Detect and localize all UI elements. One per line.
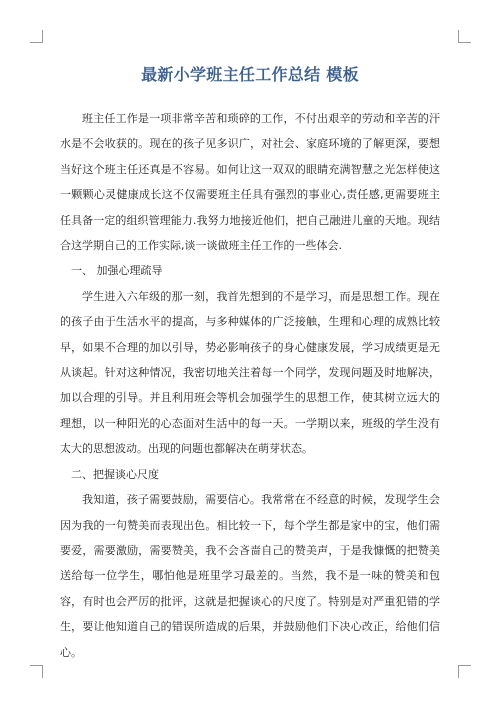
document-title: 最新小学班主任工作总结 模板 — [141, 65, 359, 84]
crop-mark-top-right — [458, 30, 471, 43]
section-1-paragraph: 学生进入六年级的那一刻，我首先想到的不是学习，而是思想工作。现在的孩子由于生活水平的提高，与多种媒体的广泛接触，生理和心理的成熟比较早，如果不合理的加以引导，势必影响孩子的身心健康发展，学习成绩更是无从谈起。针对这种情况，我密切地关注着每一个同学，发现问题及时地解决，加以合理的引导。并且利用班会等机会加强学生的思想工作，使其树立远大的理想，以一种阳光的心态面对生活中的每一天。一学期以来，班级的学生没有太大的思想波动。出现的问题也都解决在萌芽状态。 — [60, 289, 440, 456]
crop-mark-top-left — [30, 30, 43, 43]
crop-mark-bottom-left — [30, 665, 43, 678]
section-2-heading: 二、把握谈心尺度 — [71, 467, 159, 481]
section-2-paragraph: 我知道，孩子需要鼓励，需要信心。我常常在不经意的时候，发现学生会因为我的一句赞美而表现出色。相比较一下，每个学生都是家中的宝，他们需要爱，需要激励，需要赞美，我不会吝啬自己的赞美声，于是我慷慨的把赞美送给每一位学生，哪怕他是班里学习最差的。当然，我不是一味的赞美和包容，有时也会严厉的批评，这就是把握谈心的尺度了。特别是对严重犯错的学生，要让他知道自己的错误所造成的后果，并鼓励他们下决心改正，给他们信心。 — [60, 493, 440, 659]
section-1-heading: 一、 加强心理疏导 — [71, 264, 163, 278]
intro-paragraph: 班主任工作是一项非常辛苦和琐碎的工作，不付出艰辛的劳动和辛苦的汗水是不会收获的。现在的孩子见多识广，对社会、家庭环境的了解更深，要想当好这个班主任还真是不容易。如何让这一双双的眼睛充满智慧之光怎样使这一颗颗心灵健康成长这不仅需要班主任具有强烈的事业心,责任感,更需要班主任具备一定的组织管理能力.我努力地接近他们，把自己融进儿童的天地。现结合这学期自己的工作实际,谈一谈做班主任工作的一些体会. — [60, 112, 440, 253]
document-body — [60, 106, 440, 665]
crop-mark-bottom-right — [458, 665, 471, 678]
